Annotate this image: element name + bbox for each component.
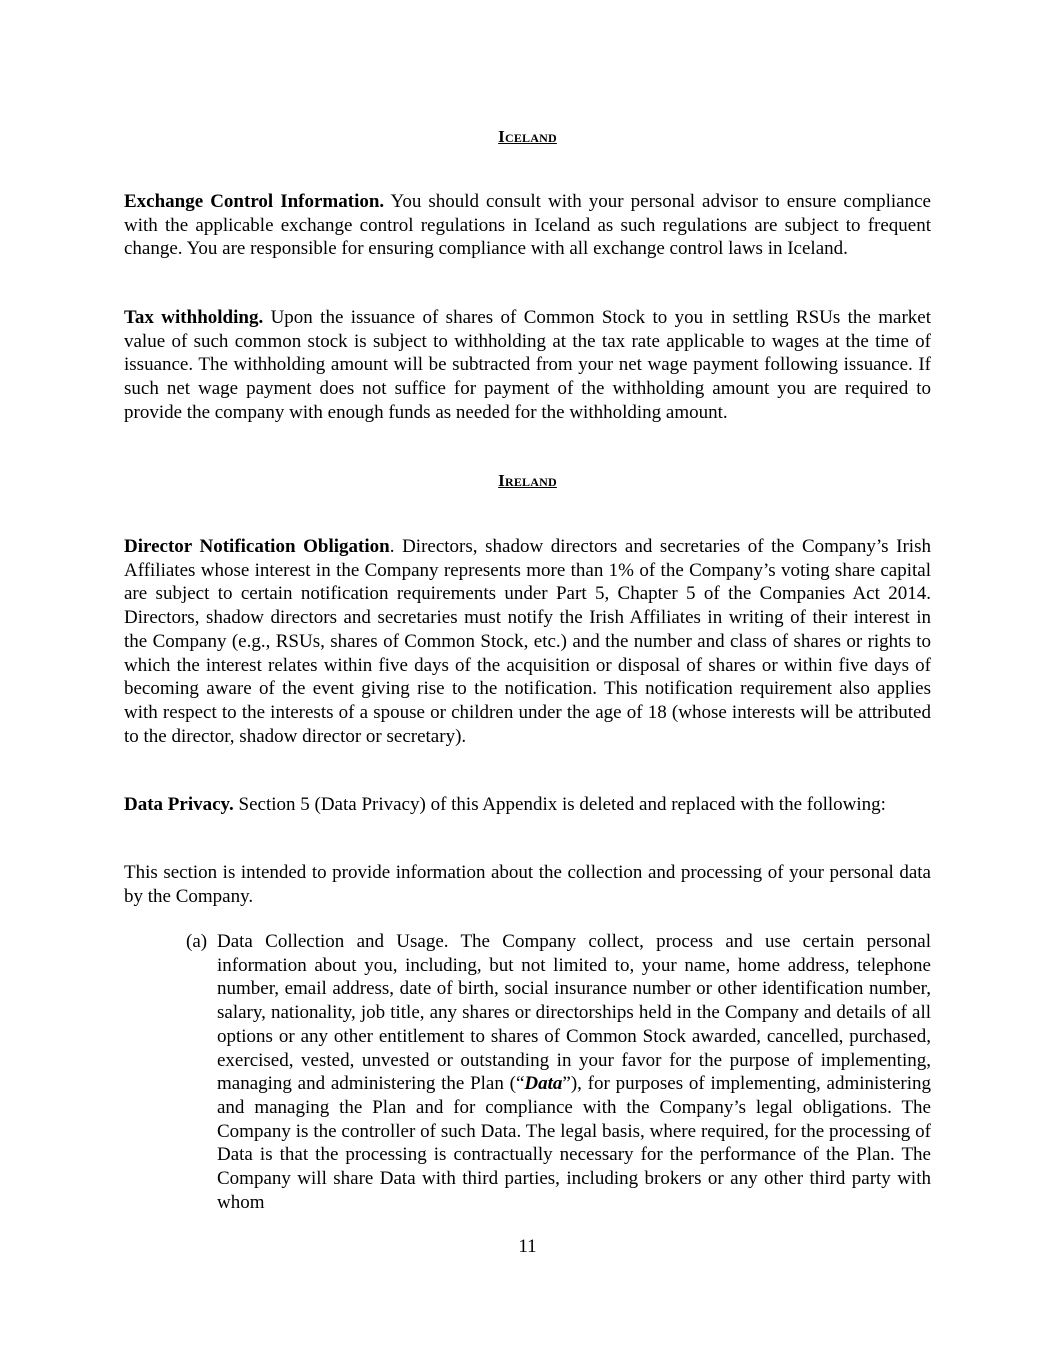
page-number: 11 xyxy=(518,1236,537,1257)
paragraph-director-notification xyxy=(124,535,931,748)
heading-ireland: Ireland xyxy=(498,471,557,490)
list-item-a xyxy=(186,930,931,1214)
exchange-control-text: You should consult with your personal advisor to ensure compliance with the applicable exchange control regulations in Iceland as such regulations are subject to frequent change. You are responsible for ensuring compliance with all exchange control laws in Iceland. xyxy=(124,191,931,260)
heading-iceland: Iceland xyxy=(498,127,557,146)
list-item-a-text-after: ”), for purposes of implementing, administering and managing the Plan and for compliance with the Company’s legal obligations. The Company is the controller of such Data. The legal basis, where required, for the processing of Data is that the processing is contractually necessary for the performance of the Plan. The Company will share Data with third parties, including brokers or any other third party with whom xyxy=(217,1073,931,1213)
paragraph-tax-withholding xyxy=(124,306,931,425)
data-privacy-text: Section 5 (Data Privacy) of this Appendix is deleted and replaced with the following: xyxy=(233,794,886,815)
paragraph-exchange-control xyxy=(124,190,931,261)
list-item-a-text-before: Data Collection and Usage. The Company collect, process and use certain personal information about you, including, but not limited to, your name, home address, telephone number, email address, date of birth, social insurance number or other identification number, salary, nationality, job title, any shares or directorships held in the Company and details of all options or any other entitlement to shares of Common Stock awarded, cancelled, purchased, exercised, vested, unvested or outstanding in your favor for the purpose of implementing, managing and administering the Plan (“ xyxy=(217,931,931,1095)
tax-withholding-title: Tax withholding. xyxy=(124,307,264,328)
director-notification-text: . Directors, shadow directors and secretaries of the Company’s Irish Affiliates whose interest in the Company represents more than 1% of the Company’s voting share capital are subject to certain notification requirements under Part 5, Chapter 5 of the Companies Act 2014. Directors, shadow directors and secretaries must notify the Irish Affiliates in writing of their interest in the Company (e.g., RSUs, shares of Common Stock, etc.) and the number and class of shares or rights to which the interest relates within five days of the acquisition or disposal of shares or within five days of becoming aware of the event giving rise to the notification. This notification requirement also applies with respect to the interests of a spouse or children under the age of 18 (whose interests will be attributed to the director, shadow director or secretary). xyxy=(124,536,931,747)
paragraph-data-privacy xyxy=(124,793,931,817)
defined-term-data: Data xyxy=(524,1073,563,1095)
list-item-a-body xyxy=(217,930,931,1214)
tax-withholding-text: Upon the issuance of shares of Common Stock to you in settling RSUs the market value of such common stock is subject to withholding at the tax rate applicable to wages at the time of issuance. The withholding amount will be subtracted from your net wage payment following issuance. If such net wage payment does not suffice for payment of the withholding amount you are required to provide the company with enough funds as needed for the withholding amount. xyxy=(124,307,931,423)
paragraph-intro: This section is intended to provide information about the collection and processing of your personal data by the Company. xyxy=(124,862,931,907)
data-privacy-title: Data Privacy. xyxy=(124,794,234,815)
director-notification-title: Director Notification Obligation xyxy=(124,536,390,557)
list-item-marker: (a) xyxy=(186,931,208,952)
exchange-control-title: Exchange Control Information. xyxy=(124,191,385,212)
